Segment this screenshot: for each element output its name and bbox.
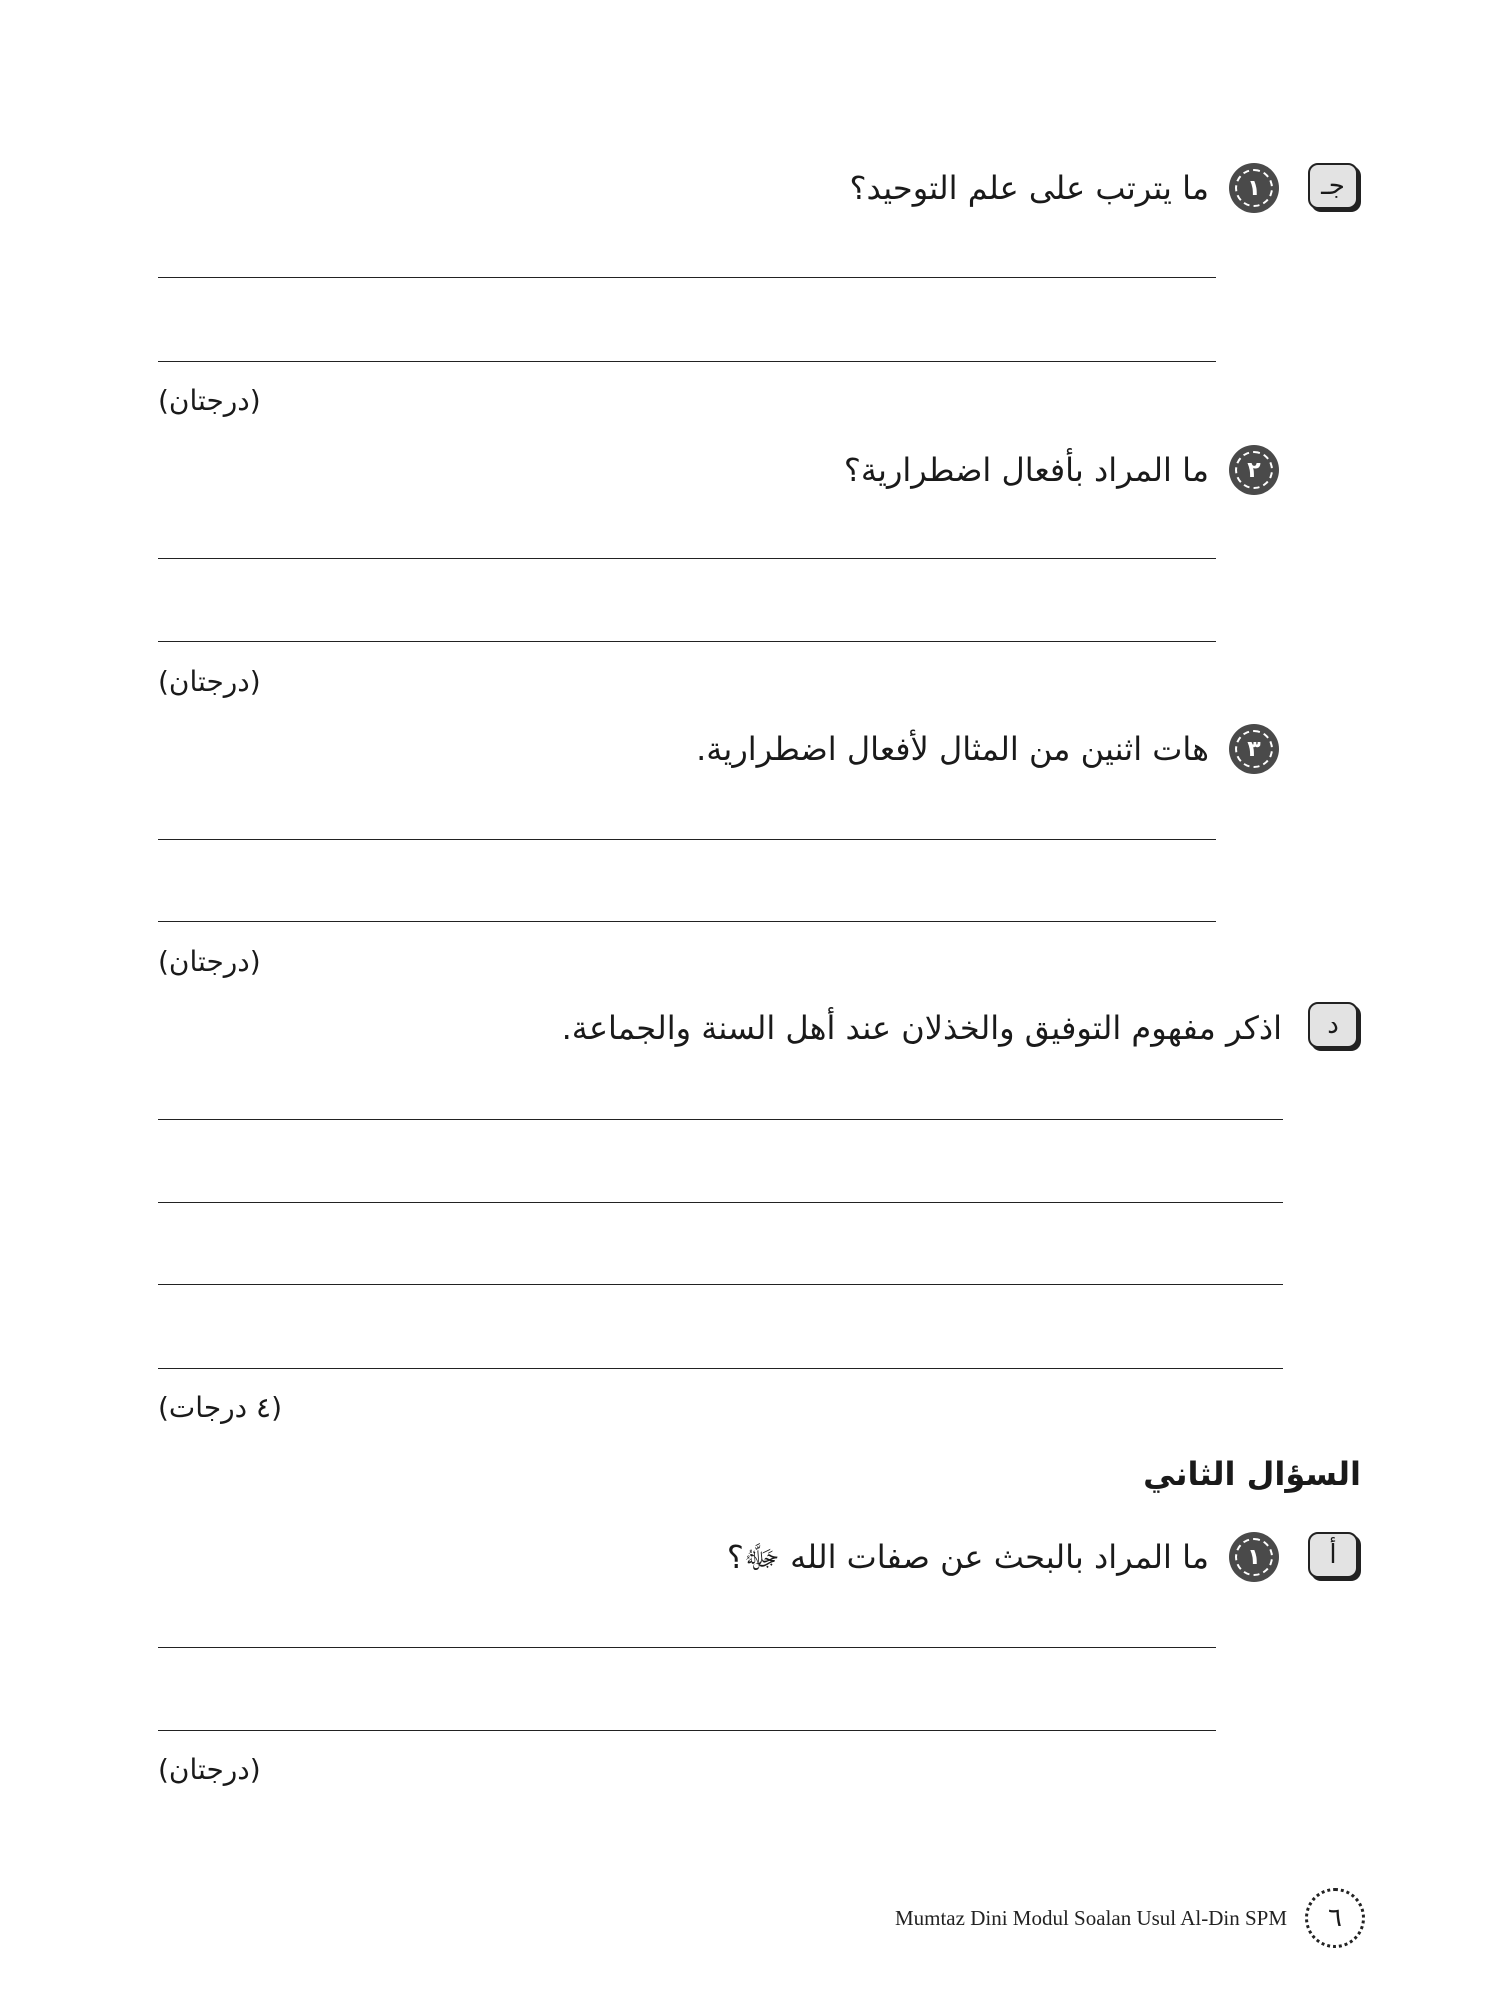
answer-line[interactable] (158, 558, 1216, 559)
question-text: هات اثنين من المثال لأفعال اضطرارية. (696, 730, 1209, 768)
question-number-badge (1229, 724, 1279, 774)
question-text: اذكر مفهوم التوفيق والخذلان عند أهل السنة والجماعة. (561, 1009, 1282, 1047)
answer-line[interactable] (158, 1119, 1283, 1120)
marks-label: (درجتان) (158, 945, 261, 978)
page-number-label: ٦ (1328, 1903, 1342, 1933)
question-text: ما يترتب على علم التوحيد؟ (849, 169, 1209, 207)
answer-line[interactable] (158, 361, 1216, 362)
answer-line[interactable] (158, 839, 1216, 840)
question-number-badge (1229, 163, 1279, 213)
question-number-badge (1229, 445, 1279, 495)
question-number-badge (1229, 1532, 1279, 1582)
footer-title: Mumtaz Dini Modul Soalan Usul Al-Din SPM (894, 1906, 1287, 1930)
section-title: السؤال الثاني (1143, 1455, 1361, 1493)
marks-label: (درجتان) (158, 665, 261, 698)
answer-line[interactable] (158, 277, 1216, 278)
question-number: ٣ (1235, 730, 1273, 768)
question-text: ما المراد بأفعال اضطرارية؟ (843, 451, 1209, 489)
marks-label: (٤ درجات) (158, 1391, 282, 1424)
answer-line[interactable] (158, 1730, 1216, 1731)
answer-line[interactable] (158, 1368, 1283, 1369)
answer-line[interactable] (158, 921, 1216, 922)
answer-line[interactable] (158, 641, 1216, 642)
marks-label: (درجتان) (158, 384, 261, 417)
page-number (1305, 1888, 1365, 1948)
section-letter-label: د (1327, 1010, 1339, 1040)
answer-line[interactable] (158, 1647, 1216, 1648)
answer-line[interactable] (158, 1202, 1283, 1203)
question-number: ١ (1235, 169, 1273, 207)
section-letter-label: أ (1329, 1540, 1337, 1570)
section-letter-label: جـ (1321, 171, 1345, 201)
question-number: ٢ (1235, 451, 1273, 489)
section-letter-dal (1308, 1002, 1358, 1048)
question-text: ما المراد بالبحث عن صفات الله ﷻ؟ (726, 1538, 1209, 1576)
section-letter-alif (1308, 1532, 1358, 1578)
answer-line[interactable] (158, 1284, 1283, 1285)
marks-label: (درجتان) (158, 1753, 261, 1786)
question-number: ١ (1235, 1538, 1273, 1576)
section-letter-jeem (1308, 163, 1358, 209)
